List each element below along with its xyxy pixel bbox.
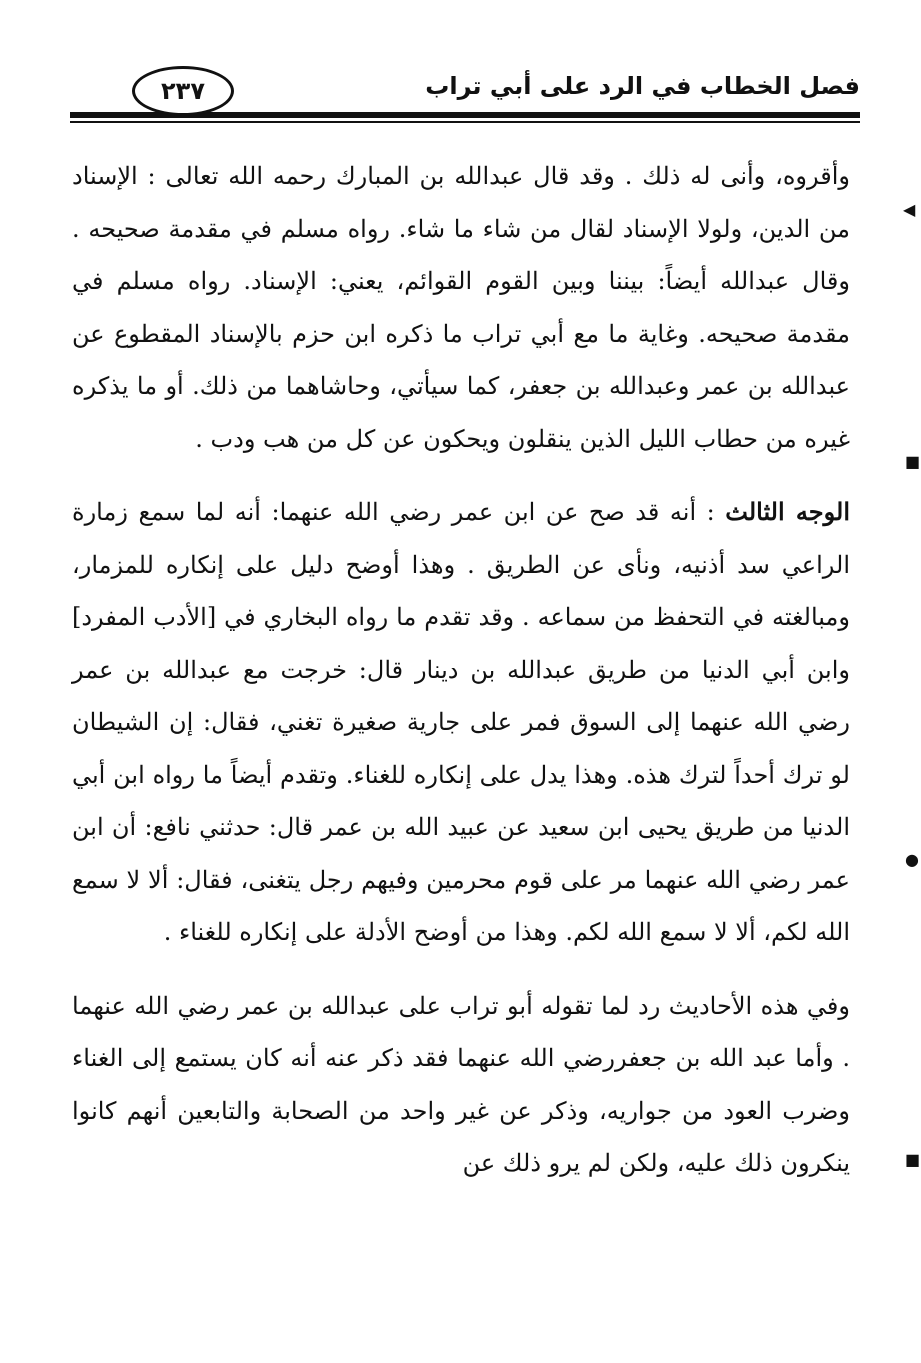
page-number: ٢٣٧: [132, 66, 234, 116]
paragraph-3-text: وفي هذه الأحاديث رد لما تقوله أبو تراب على عبدالله بن عمر رضي الله عنهما . وأما عبد الله بن جعفررضي الله عنهما فقد ذكر عنه أنه كان يستمع إلى الغناء وضرب العود من جواريه، وذكر عن غير واحد من الصحابة والتابعين أنهم كانوا ينكرون ذلك عليه، ولكن لم يرو ذلك عن: [72, 991, 850, 1177]
paragraph-3: [72, 980, 850, 1190]
paragraph-1: [72, 150, 850, 465]
paragraph-2: [72, 486, 850, 959]
margin-mark-icon: ●: [905, 850, 919, 869]
running-title: فصل الخطاب في الرد على أبي تراب: [425, 72, 860, 100]
margin-mark-icon: ■: [905, 452, 921, 471]
body-text: [72, 150, 850, 1190]
paragraph-1-text: وأقروه، وأنى له ذلك . وقد قال عبدالله بن المبارك رحمه الله تعالى : الإسناد من الدين، ولولا الإسناد لقال من شاء ما شاء. رواه مسلم في مقدمة صحيحه . وقال عبدالله أيضاً: بيننا وبين القوم القوائم، يعني: الإسناد. رواه مسلم في مقدمة صحيحه. وغاية ما مع أبي تراب ما ذكره ابن حزم بالإسناد المقطوع عن عبدالله بن عمر وعبدالله بن جعفر، كما سيأتي، وحاشاهما من ذلك. أو ما يذكره غيره من حطاب الليل الذين ينقلون ويحكون عن كل من هب ودب .: [72, 162, 851, 453]
paragraph-2-text: : أنه قد صح عن ابن عمر رضي الله عنهما: أنه لما سمع زمارة الراعي سد أذنيه، ونأى عن الطريق . وهذا أوضح دليل على إنكاره للمزمار، ومبالغته في التحفظ من سماعه . وقد تقدم ما رواه البخاري في [الأدب المفرد] وابن أبي الدنيا من طريق عبدالله بن دينار قال: خرجت مع عبدالله بن عمر رضي الله عنهما إلى السوق فمر على جارية صغيرة تغني، فقال: إن الشيطان لو ترك أحداً لترك هذه. وهذا يدل على إنكاره للغناء. وتقدم أيضاً ما رواه ابن أبي الدنيا من طريق يحيى ابن سعيد عن عبيد الله بن عمر قال: حدثني نافع: أن ابن عمر رضي الله عنهما مر على قوم محرمين وفيهم رجل يتغنى، فقال: ألا لا سمع الله لكم، ألا لا سمع الله لكم. وهذا من أوضح الأدلة على إنكاره للغناء .: [72, 498, 850, 946]
margin-mark-icon: ■: [905, 1150, 921, 1169]
margin-mark-icon: ◀: [903, 200, 916, 219]
page-header: [70, 60, 860, 130]
header-rule-thin: [70, 121, 860, 123]
paragraph-2-heading: الوجه الثالث: [725, 497, 850, 526]
